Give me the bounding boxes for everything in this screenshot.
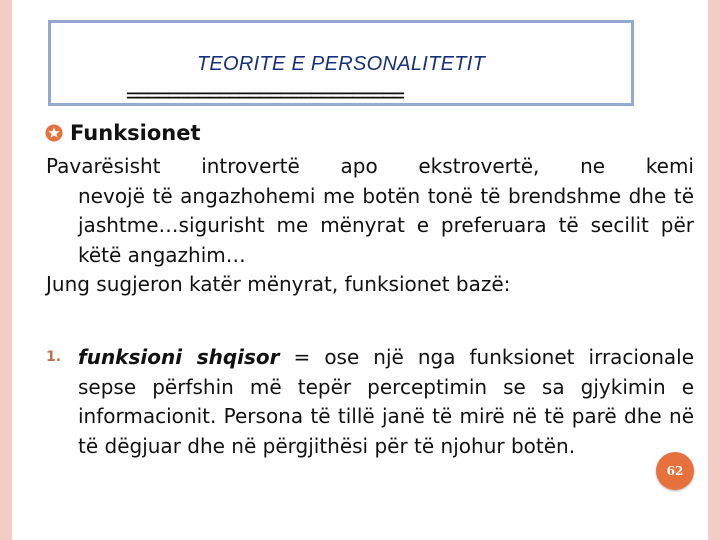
list-description: = ose një nga funksionet irracionale sepse përfshin më tepër perceptimin se sa gjykimin e informacionit. Persona të tillë janë të mirë në të parë dhe në të dëgjuar dhe në përgjithësi për të njohur botën. — [78, 345, 695, 458]
slide — [12, 0, 708, 540]
title-underline: =========================== — [126, 83, 403, 107]
heading-row — [44, 119, 201, 147]
list-item — [78, 343, 694, 461]
intro-line-1: Pavarësisht introvertë apo ekstrovertë, ne kemi — [46, 154, 694, 178]
list-number: 1. — [46, 349, 62, 365]
intro-paragraph — [46, 152, 694, 300]
jung-paragraph: Jung sugjeron katër mënyrat, funksionet bazë: — [46, 272, 511, 296]
left-frame-border — [0, 0, 12, 540]
right-frame-border — [708, 0, 720, 540]
title-box — [48, 20, 634, 106]
list-term: funksioni shqisor — [78, 345, 280, 369]
star-icon — [44, 123, 64, 143]
slide-title: TEORITE E PERSONALITETIT — [196, 53, 486, 75]
intro-line-rest: nevojë të angazhohemi me botën tonë të brendshme dhe të jashtme…sigurisht me mënyrat e preferuara të secilit për këtë angazhim… — [78, 183, 694, 267]
section-heading: Funksionet — [70, 121, 201, 145]
page-number-badge: 62 — [656, 452, 694, 490]
